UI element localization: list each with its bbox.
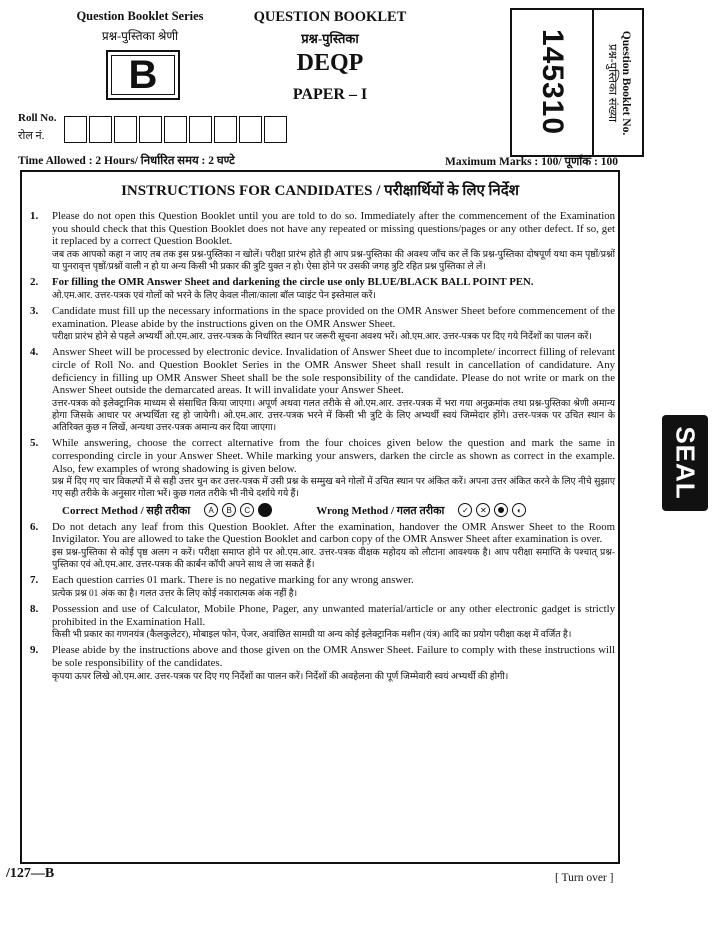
half-circle-icon: ◐ bbox=[512, 503, 526, 517]
wrong-method-label: Wrong Method / गलत तरीका bbox=[316, 504, 445, 517]
instruction-text: While answering, choose the correct alternative from the four choices given below the question and mark the same in corresponding circle in your Answer Sheet. While marking your answers, darken the circle as shown as correct in the example. Also, few examples of wrong shadowing is given below. bbox=[52, 437, 615, 475]
instruction-item: 3. Candidate must fill up the necessary informations in the space provided on the OMR Answer Sheet before commencement of the examination. Please abide by the instructions given on the OMR Answer Sheet. परीक्षा प्रारंभ होने से पहले अभ्यर्थी ओ.एम.आर. उत्तर-पत्रक के निर्धारित स्थान पर जरूरी सूचना अवश्य भरें। ओ.एम.आर. उत्तर-पत्रक पर दिए गये निर्देशों का पालन करें। bbox=[30, 304, 615, 343]
filled-circle-icon bbox=[258, 503, 272, 517]
roll-number-box bbox=[139, 116, 162, 143]
series-value: B bbox=[111, 55, 175, 95]
instruction-text-hindi: ओ.एम.आर. उत्तर-पत्रक एवं गोलों को भरने के लिए केवल नीला/काला बॉल प्वाइंट पेन इस्तेमाल करें। bbox=[52, 290, 376, 301]
roll-number-box bbox=[164, 116, 187, 143]
instruction-item: 9. Please abide by the instructions above and those given on the OMR Answer Sheet. Failure to comply with these instructions will be sole responsibility of the candidates. कृपया ऊपर लिखे ओ.एम.आर. उत्तर-पत्रक पर दिए गए निर्देशों का पालन करें। निर्देशों की अवहेलना की पूर्ण जिम्मेवारी स्वयं अभ्यर्थी की होगी। bbox=[30, 644, 615, 682]
series-label: Question Booklet Series bbox=[76, 9, 204, 23]
roll-number-box bbox=[189, 116, 212, 143]
instruction-text-hindi: कृपया ऊपर लिखे ओ.एम.आर. उत्तर-पत्रक पर दिए गए निर्देशों का पालन करें। निर्देशों की अवहेलना की पूर्ण जिम्मेवारी स्वयं अभ्यर्थी की होगी। bbox=[52, 671, 509, 682]
instruction-text-hindi: इस प्रश्न-पुस्तिका से कोई पृष्ठ अलग न करें। परीक्षा समाप्त होने पर ओ.एम.आर. उत्तर-पत्रक वीक्षक महोदय को लौटाना आवश्यक है। आप परीक्षा समाप्ति के पश्चात् प्रश्न-पुस्तिका एवं ओ.एम.आर. उत्तर-पत्रक की कार्बन कॉपी अपने साथ ले जा सकते हैं। bbox=[52, 547, 615, 570]
instruction-text-hindi: प्रश्न में दिए गए चार विकल्पों में से सही उत्तर चुन कर उत्तर-पत्रक में उसी प्रश्न के सम्मुख बने गोलों में उचित स्थान पर अंकित करें। अपना उत्तर अंकित करने के लिए नीचे सुझाए गए सही तरीके के अनुसार गोला भरें। कुछ गलत तरीके भी नीचे दर्शाये गये हैं। bbox=[52, 477, 615, 500]
booklet-title-hindi: प्रश्न-पुस्तिका bbox=[301, 31, 359, 46]
instruction-text-hindi: जब तक आपको कहा न जाए तब तक इस प्रश्न-पुस्तिका न खोलें। परीक्षा प्रारंभ होते ही आप प्रश्न-पुस्तिका की अवश्य जाँच कर लें कि प्रश्न-पुस्तिका दोषपूर्ण यथा कम पृष्ठों/प्रश्नों या पुनरावृत्त पृष्ठों/प्रश्नों वाली न हो या अन्य किसी भी प्रकार की त्रुटि युक्त न हो। ऐसा होने पर उसकी जगह त्रुटि रहित प्रश्न पुस्तिका ले लें। bbox=[52, 249, 615, 272]
instruction-text-hindi: किसी भी प्रकार का गणनयंत्र (कैलकुलेटर), मोबाइल फोन, पेजर, अवांछित सामग्री या अन्य कोई इलेक्ट्रानिक मशीन (यंत्र) आदि का प्रयोग परीक्षा कक्ष में वर्जित है। bbox=[52, 630, 572, 641]
turn-over-label: [ Turn over ] bbox=[555, 872, 614, 884]
booklet-number-label: Question Booklet No. प्रश्न-पुस्तिका संख्या bbox=[606, 30, 632, 135]
seal-tab bbox=[662, 415, 708, 511]
instruction-text: Possession and use of Calculator, Mobile Phone, Pager, any unwanted material/article or any other electronic gadget is strictly prohibited in the Examination Hall. bbox=[52, 602, 615, 628]
roll-label-hindi: रोल नं. bbox=[18, 130, 45, 142]
roll-number-box bbox=[89, 116, 112, 143]
booklet-title: QUESTION BOOKLET bbox=[253, 9, 407, 25]
seal-label: SEAL bbox=[670, 426, 701, 500]
instruction-text: Do not detach any leaf from this Question Booklet. After the examination, handover the OMR Answer Sheet to the Room Invigilator. You are allowed to take the Question Booklet and carbon copy of the OMR Answer Sheet after examination is over. bbox=[52, 520, 615, 546]
cross-circle-icon: ✕ bbox=[476, 503, 490, 517]
instruction-text: Answer Sheet will be processed by electronic device. Invalidation of Answer Sheet due to incomplete/ incorrect filling of relevant circle of Roll No. and Question Booklet Series in the OMR Answer Sheet shall result in cancellation of candidature. Any deficiency in filling up OMR Answer Sheet shall be the sole responsibility of the candidate. Please do not write or mark on the Answer Sheet outside the demarcated areas. It will invalidate your Answer Sheet. bbox=[52, 346, 615, 397]
instruction-item: 4. Answer Sheet will be processed by electronic device. Invalidation of Answer Sheet due to incomplete/ incorrect filling of relevant circle of Roll No. and Question Booklet Series in the OMR Answer Sheet shall result in cancellation of candidature. Any deficiency in filling up OMR Answer Sheet shall be the sole responsibility of the candidate. Please do not write or mark on the Answer Sheet outside the demarcated areas. It will invalidate your Answer Sheet. उत्तर-पत्रक को इलेक्ट्रानिक माध्यम से संसाधित किया जाएगा। अपूर्ण अथवा गलत तरीके से ओ.एम.आर. उत्तर-पत्रक में भरा गया अनुक्रमांक तथा प्रश्न-पुस्तिका श्रेणी अमान्य होगा जिसके आधार पर अभ्यर्थिता रद्द हो जायेगी। ओ.एम.आर. उत्तर-पत्रक भरने में किसी भी त्रुटि के लिए अभ्यर्थी स्वयं जिम्मेदार होंगे। उत्तर-पत्रक पर उचित स्थान के अतिरिक्त कुछ न लिखें, अन्यथा उत्तर-पत्रक अमान्य कर दिया जाएगा। bbox=[30, 346, 615, 434]
dot-circle-icon bbox=[494, 503, 508, 517]
instruction-text: Please abide by the instructions above and those given on the OMR Answer Sheet. Failure to comply with these instructions will be sole responsibility of the candidates. bbox=[52, 644, 615, 669]
booklet-number-box bbox=[510, 8, 644, 157]
instruction-item: 7. Each question carries 01 mark. There is no negative marking for any wrong answer. प्रत्येक प्रश्न 01 अंक का है। गलत उत्तर के लिए कोई नकारात्मक अंक नहीं है। bbox=[30, 574, 615, 600]
roll-number-box bbox=[64, 116, 87, 143]
booklet-number: 145310 bbox=[536, 28, 569, 135]
instruction-text: Each question carries 01 mark. There is no negative marking for any wrong answer. bbox=[52, 574, 414, 587]
instruction-text: Candidate must fill up the necessary informations in the space provided on the OMR Answer Sheet before commencement of the examination. Please abide by the instructions given on the OMR Answer Sheet. bbox=[52, 304, 615, 330]
instruction-text-hindi: प्रत्येक प्रश्न 01 अंक का है। गलत उत्तर के लिए कोई नकारात्मक अंक नहीं है। bbox=[52, 588, 298, 599]
roll-number-box bbox=[264, 116, 287, 143]
roll-label: Roll No. bbox=[18, 112, 57, 124]
instruction-text: Please do not open this Question Booklet until you are told to do so. Immediately after the commencement of the Examination you should check that this Question Booklet does not have any repeated or missing questions/pages or any other defect. If so, get it replaced by a correct Question Booklet. bbox=[52, 210, 615, 248]
instruction-item: 8. Possession and use of Calculator, Mobile Phone, Pager, any unwanted material/article or any other electronic gadget is strictly prohibited in the Examination Hall. किसी भी प्रकार का गणनयंत्र (कैलकुलेटर), मोबाइल फोन, पेजर, अवांछित सामग्री या अन्य कोई इलेक्ट्रानिक मशीन (यंत्र) आदि का प्रयोग परीक्षा कक्ष में वर्जित है। bbox=[30, 602, 615, 641]
exam-code: DEQP bbox=[296, 50, 364, 76]
instruction-item: 1. Please do not open this Question Booklet until you are told to do so. Immediately after the commencement of the Examination you should check that this Question Booklet does not have any repeated or missing questions/pages or any other defect. If so, get it replaced by a correct Question Booklet. जब तक आपको कहा न जाए तब तक इस प्रश्न-पुस्तिका न खोलें। परीक्षा प्रारंभ होते ही आप प्रश्न-पुस्तिका की अवश्य जाँच कर लें कि प्रश्न-पुस्तिका दोषपूर्ण यथा कम पृष्ठों/प्रश्नों या पुनरावृत्त पृष्ठों/प्रश्नों वाली न हो या अन्य किसी भी प्रकार की त्रुटि युक्त न हो। ऐसा होने पर उसकी जगह त्रुटि रहित प्रश्न पुस्तिका ले लें। bbox=[30, 210, 615, 272]
maximum-marks: Maximum Marks : 100/ पूर्णांक : 100 bbox=[445, 156, 618, 168]
series-label-hindi: प्रश्न-पुस्तिका श्रेणी bbox=[101, 29, 179, 43]
instruction-item: 2. For filling the OMR Answer Sheet and darkening the circle use only BLUE/BLACK BALL POINT PEN. ओ.एम.आर. उत्तर-पत्रक एवं गोलों को भरने के लिए केवल नीला/काला बॉल प्वाइंट पेन इस्तेमाल करें। bbox=[30, 276, 615, 302]
roll-number-box bbox=[114, 116, 137, 143]
shading-methods bbox=[52, 503, 615, 518]
instruction-text: For filling the OMR Answer Sheet and darkening the circle use only BLUE/BLACK BALL POINT PEN. bbox=[52, 276, 534, 289]
paper-label: PAPER – I bbox=[292, 86, 368, 103]
option-c-icon: C bbox=[240, 503, 254, 517]
roll-number-box bbox=[239, 116, 262, 143]
instruction-text-hindi: उत्तर-पत्रक को इलेक्ट्रानिक माध्यम से संसाधित किया जाएगा। अपूर्ण अथवा गलत तरीके से ओ.एम.आर. उत्तर-पत्रक में भरा गया अनुक्रमांक तथा प्रश्न-पुस्तिका श्रेणी अमान्य होगा जिसके आधार पर अभ्यर्थिता रद्द हो जायेगी। ओ.एम.आर. उत्तर-पत्रक भरने में किसी भी त्रुटि के लिए अभ्यर्थी स्वयं जिम्मेदार होंगे। उत्तर-पत्रक पर उचित स्थान के अतिरिक्त कुछ न लिखें, अन्यथा उत्तर-पत्रक अमान्य कर दिया जाएगा। bbox=[52, 398, 615, 434]
series-box bbox=[106, 50, 180, 100]
time-allowed: Time Allowed : 2 Hours/ निर्धारित समय : 2 घण्टे bbox=[18, 155, 235, 167]
instructions-title: INSTRUCTIONS FOR CANDIDATES / परीक्षार्थियों के लिए निर्देश bbox=[121, 183, 519, 199]
option-a-icon: A bbox=[204, 503, 218, 517]
correct-method-label: Correct Method / सही तरीका bbox=[62, 504, 191, 517]
tick-circle-icon: ✓ bbox=[458, 503, 472, 517]
instruction-item: 5. While answering, choose the correct alternative from the four choices given below the question and mark the same in corresponding circle in your Answer Sheet. While marking your answers, darken the circle as shown as correct in the example. Also, few examples of wrong shadowing is given below. प्रश्न में दिए गए चार विकल्पों में से सही उत्तर चुन कर उत्तर-पत्रक में उसी प्रश्न के सम्मुख बने गोलों में उचित स्थान पर अंकित करें। अपना उत्तर अंकित करने के लिए नीचे सुझाए गए सही तरीके के अनुसार गोला भरें। कुछ गलत तरीके भी नीचे दर्शाये गये हैं। Correct Method / सही तरीका A B C Wrong Method / गलत तरीका ✓ ✕ ◐ bbox=[30, 437, 615, 517]
roll-number-box bbox=[214, 116, 237, 143]
instructions-list bbox=[30, 210, 615, 686]
instruction-text-hindi: परीक्षा प्रारंभ होने से पहले अभ्यर्थी ओ.एम.आर. उत्तर-पत्रक के निर्धारित स्थान पर जरूरी सूचना अवश्य भरें। ओ.एम.आर. उत्तर-पत्रक पर दिए गये निर्देशों का पालन करें। bbox=[52, 332, 592, 343]
roll-number-boxes bbox=[64, 116, 289, 143]
option-b-icon: B bbox=[222, 503, 236, 517]
instruction-item: 6. Do not detach any leaf from this Question Booklet. After the examination, handover the OMR Answer Sheet to the Room Invigilator. You are allowed to take the Question Booklet and carbon copy of the OMR Answer Sheet after examination is over. इस प्रश्न-पुस्तिका से कोई पृष्ठ अलग न करें। परीक्षा समाप्त होने पर ओ.एम.आर. उत्तर-पत्रक वीक्षक महोदय को लौटाना आवश्यक है। आप परीक्षा समाप्ति के पश्चात् प्रश्न-पुस्तिका एवं ओ.एम.आर. उत्तर-पत्रक की कार्बन कॉपी अपने साथ ले जा सकते हैं। bbox=[30, 520, 615, 570]
footer-code: /127—B bbox=[6, 866, 55, 881]
